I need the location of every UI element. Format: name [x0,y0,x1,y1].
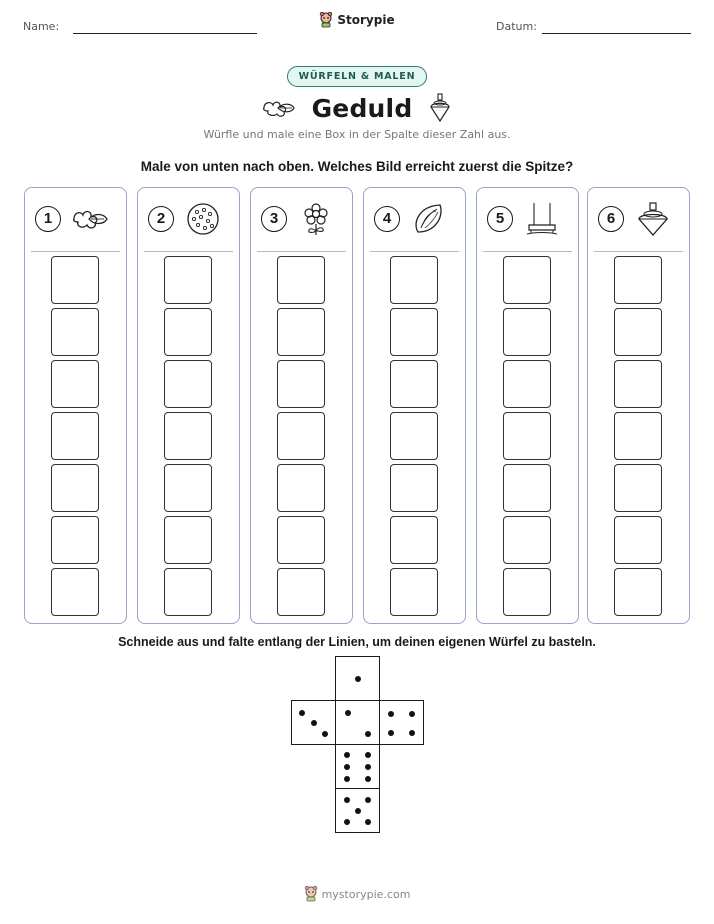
column-divider [257,251,346,252]
color-box[interactable] [164,256,212,304]
clover-leaves-icon [71,202,109,236]
storypie-logo-icon [304,886,318,902]
color-box[interactable] [51,568,99,616]
color-box[interactable] [614,464,662,512]
color-box[interactable] [277,412,325,460]
die-face-1 [335,656,380,701]
color-box[interactable] [614,360,662,408]
column-divider [370,251,459,252]
column-number: 4 [374,206,400,232]
die-pip [344,752,350,758]
color-box[interactable] [277,308,325,356]
color-box[interactable] [390,464,438,512]
color-box[interactable] [51,360,99,408]
color-box[interactable] [503,412,551,460]
color-box[interactable] [503,308,551,356]
storypie-logo-icon [319,12,333,28]
column-divider [31,251,120,252]
leaf-icon [410,202,448,236]
column-3 [250,187,353,624]
color-box[interactable] [164,308,212,356]
color-box[interactable] [614,256,662,304]
die-face-2 [335,700,380,745]
brand-name: Storypie [337,13,395,27]
color-box[interactable] [51,516,99,564]
die-pip [365,752,371,758]
die-pip [365,797,371,803]
category-badge: WÜRFELN & MALEN [287,66,428,87]
die-pip [365,776,371,782]
color-box[interactable] [390,412,438,460]
color-box[interactable] [390,516,438,564]
die-face-5 [335,788,380,833]
cookie-icon [184,202,222,236]
die-pip [409,711,415,717]
column-divider [144,251,233,252]
column-number: 3 [261,206,287,232]
color-box[interactable] [51,464,99,512]
column-divider [594,251,683,252]
column-4 [363,187,466,624]
color-box[interactable] [277,568,325,616]
color-box[interactable] [51,308,99,356]
die-pip [344,764,350,770]
column-6 [587,187,690,624]
date-line [542,33,691,34]
color-box[interactable] [277,360,325,408]
swing-icon [523,202,561,236]
color-box[interactable] [51,256,99,304]
die-pip [299,710,305,716]
footer-url[interactable]: mystorypie.com [321,887,411,901]
footer [0,886,714,907]
die-pip [344,776,350,782]
color-box[interactable] [164,464,212,512]
die-pip [365,731,371,737]
die-pip [355,808,361,814]
die-pip [365,819,371,825]
color-box[interactable] [503,568,551,616]
color-box[interactable] [164,412,212,460]
color-box[interactable] [503,516,551,564]
column-number: 5 [487,206,513,232]
color-box[interactable] [390,308,438,356]
column-divider [483,251,572,252]
die-face-4 [379,700,424,745]
color-box[interactable] [390,360,438,408]
color-box[interactable] [503,256,551,304]
subtitle: Würfle und male eine Box in der Spalte dieser Zahl aus. [203,128,511,141]
die-face-6 [335,744,380,789]
die-pip [388,730,394,736]
name-line [73,33,257,34]
die-pip [344,819,350,825]
color-box[interactable] [390,256,438,304]
page-title: Geduld [311,93,413,123]
die-pip [365,764,371,770]
color-box[interactable] [51,412,99,460]
die-pip [409,730,415,736]
column-number: 1 [35,206,61,232]
column-1 [24,187,127,624]
instruction: Male von unten nach oben. Welches Bild erreicht zuerst die Spitze? [140,159,574,174]
flower-icon [297,202,335,236]
die-pip [322,731,328,737]
color-box[interactable] [614,308,662,356]
brand-header [0,12,714,33]
column-5 [476,187,579,624]
die-pip [355,676,361,682]
color-box[interactable] [277,464,325,512]
color-box[interactable] [164,360,212,408]
color-box[interactable] [277,516,325,564]
column-number: 6 [598,206,624,232]
color-box[interactable] [503,360,551,408]
color-box[interactable] [614,412,662,460]
spinning-top-icon [634,202,672,236]
date-label: Datum: [496,20,537,33]
color-box[interactable] [614,516,662,564]
die-face-3 [291,700,336,745]
clover-leaves-icon [262,97,296,119]
die-pip [388,711,394,717]
color-box[interactable] [503,464,551,512]
die-pip [345,710,351,716]
cut-instruction: Schneide aus und falte entlang der Linien, um deinen eigenen Würfel zu basteln. [118,635,596,649]
spinning-top-icon [428,93,452,123]
columns-area [24,187,690,624]
column-2 [137,187,240,624]
die-pip [311,720,317,726]
color-box[interactable] [277,256,325,304]
name-label: Name: [23,20,60,33]
die-pip [344,797,350,803]
color-box[interactable] [614,568,662,616]
title-row [0,91,714,125]
color-box[interactable] [164,516,212,564]
color-box[interactable] [164,568,212,616]
column-number: 2 [148,206,174,232]
color-box[interactable] [390,568,438,616]
